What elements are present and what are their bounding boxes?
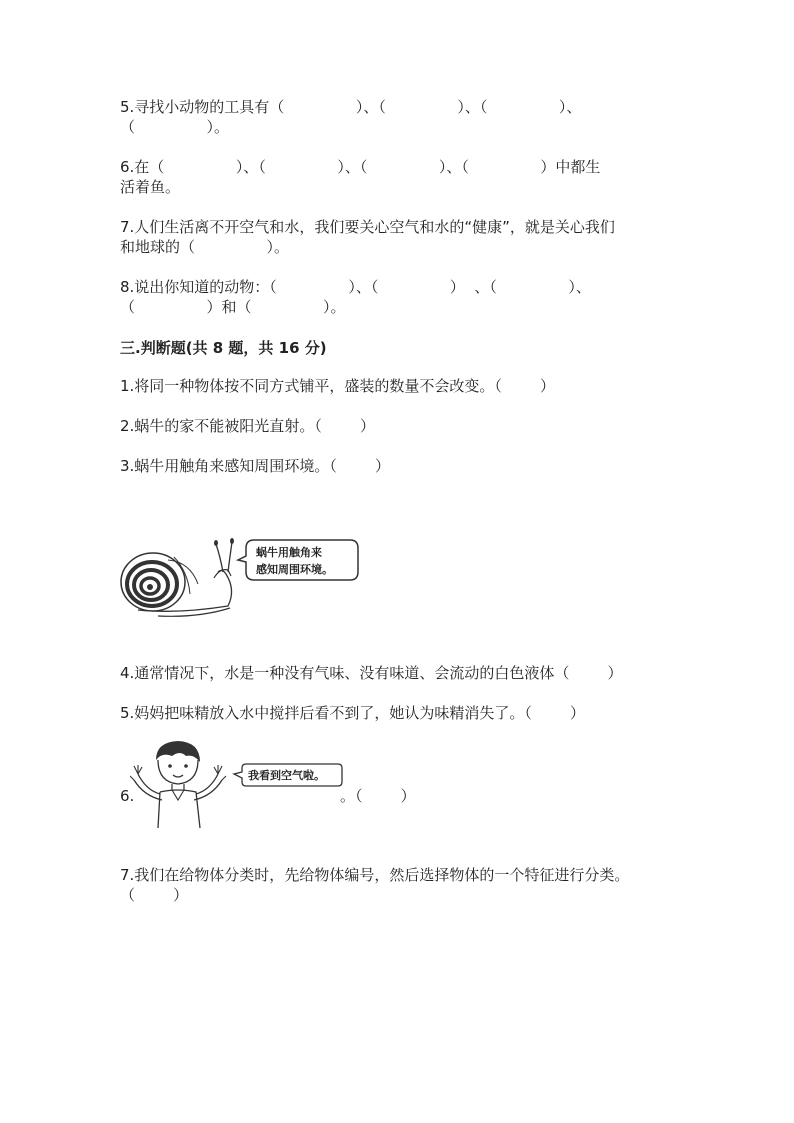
snail-bubble-text-line1: 蜗牛用触角来 bbox=[256, 546, 322, 559]
judge-q6-number: 6. bbox=[120, 787, 135, 805]
judge-q5: 5.妈妈把味精放入水中搅拌后看不到了，她认为味精消失了。（ ） bbox=[120, 704, 585, 722]
judge-q4: 4.通常情况下，水是一种没有气味、没有味道、会流动的白色液体（ ） bbox=[120, 664, 623, 682]
q8-fill-line2: （ ）和（ ）。 bbox=[120, 298, 346, 316]
snail-bubble-text-line2: 感知周围环境。 bbox=[256, 563, 333, 576]
q5-fill-line1: 5.寻找小动物的工具有（ ）、（ ）、（ ）、 bbox=[120, 98, 582, 116]
q6-fill-line1: 6.在（ ）、（ ）、（ ）、（ ）中都生 bbox=[120, 158, 601, 176]
boy-bubble-text: 我看到空气啦。 bbox=[248, 769, 325, 782]
judge-q7-line2: （ ） bbox=[120, 886, 189, 904]
judge-q3: 3.蜗牛用触角来感知周围环境。（ ） bbox=[120, 457, 390, 475]
q7-fill-line2: 和地球的（ ）。 bbox=[120, 238, 290, 256]
q7-fill-line1: 7.人们生活离不开空气和水，我们要关心空气和水的“健康”，就是关心我们 bbox=[120, 218, 615, 236]
judge-q2: 2.蜗牛的家不能被阳光直射。（ ） bbox=[120, 417, 375, 435]
judge-q6-tail: 。（ ） bbox=[340, 787, 416, 805]
q5-fill-line2: （ ）。 bbox=[120, 118, 230, 136]
snail-illustration bbox=[118, 532, 363, 620]
judge-q1: 1.将同一种物体按不同方式铺平，盛装的数量不会改变。（ ） bbox=[120, 377, 555, 395]
q6-fill-line2: 活着鱼。 bbox=[120, 178, 181, 196]
section-title-judgment: 三.判断题(共 8 题，共 16 分) bbox=[120, 339, 327, 357]
judge-q7-line1: 7.我们在给物体分类时，先给物体编号，然后选择物体的一个特征进行分类。 bbox=[120, 866, 630, 884]
boy-illustration bbox=[130, 738, 350, 830]
q8-fill-line1: 8.说出你知道的动物：（ ）、（ ） 、（ ）、 bbox=[120, 278, 591, 296]
